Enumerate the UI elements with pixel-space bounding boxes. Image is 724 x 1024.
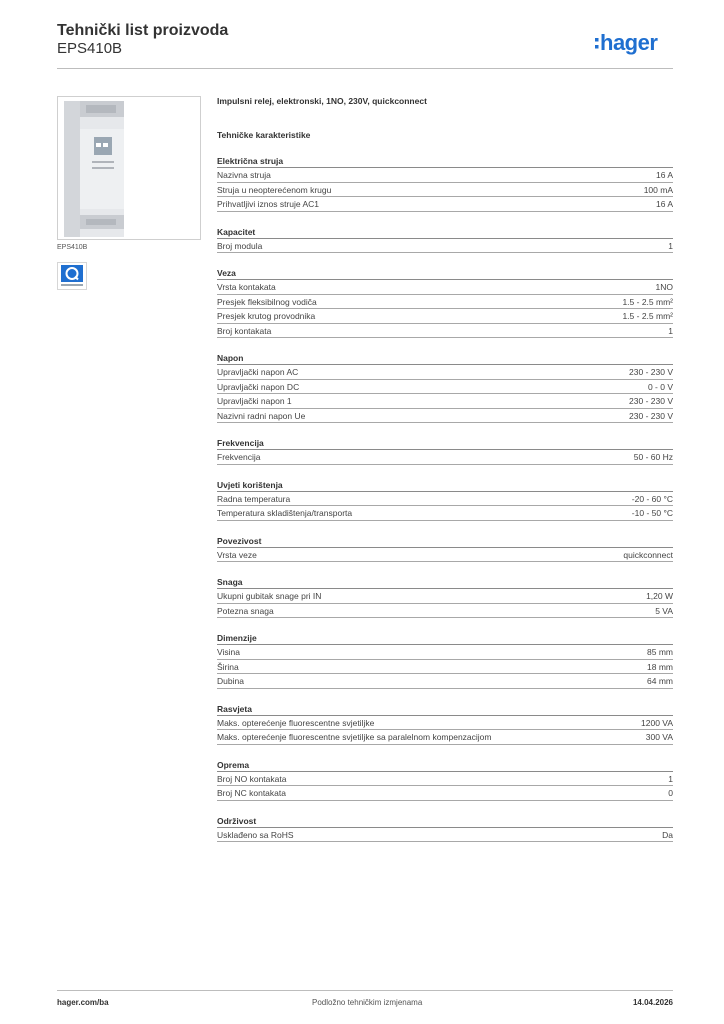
- spec-section: [217, 577, 673, 618]
- spec-value: Da: [662, 829, 673, 840]
- spec-value: quickconnect: [623, 549, 673, 560]
- spec-value: 0: [668, 788, 673, 798]
- spec-row: [217, 239, 673, 254]
- svg-text:hager: hager: [600, 30, 658, 55]
- spec-value: 1: [668, 240, 673, 251]
- spec-label: Nazivna struja: [217, 170, 271, 180]
- section-title: Frekvencija: [217, 438, 673, 450]
- spec-label: Upravljački napon AC: [217, 367, 299, 377]
- spec-label: Struja u neopterećenom krugu: [217, 184, 332, 195]
- spec-row: [217, 450, 673, 465]
- spec-row: [217, 660, 673, 675]
- spec-value: 1,20 W: [646, 591, 673, 601]
- footer-divider: [57, 990, 673, 991]
- spec-row: [217, 716, 673, 731]
- product-title: Impulsni relej, elektronski, 1NO, 230V, quickconnect: [217, 96, 427, 106]
- spec-row: [217, 772, 673, 787]
- spec-value: 85 mm: [647, 647, 673, 657]
- section-title: Dimenzije: [217, 633, 673, 645]
- spec-label: Upravljački napon DC: [217, 381, 300, 392]
- spec-label: Nazivni radni napon Ue: [217, 410, 306, 421]
- product-image-caption: EPS410B: [57, 244, 88, 251]
- spec-row: [217, 309, 673, 324]
- spec-label: Broj NO kontakata: [217, 773, 287, 784]
- spec-label: Vrsta veze: [217, 549, 257, 560]
- spec-label: Širina: [217, 661, 239, 672]
- spec-value: 16 A: [655, 170, 673, 180]
- spec-label: Maks. opterećenje fluorescentne svjetiljke: [217, 717, 375, 728]
- spec-section: [217, 633, 673, 689]
- section-title: Povezivost: [217, 536, 673, 548]
- spec-row: [217, 645, 673, 660]
- spec-label: Upravljački napon 1: [217, 396, 292, 406]
- characteristics-heading: Tehničke karakteristike: [217, 130, 311, 140]
- spec-label: Ukupni gubitak snage pri IN: [217, 591, 322, 601]
- spec-label: Usklađeno sa RoHS: [217, 829, 294, 840]
- spec-label: Dubina: [217, 676, 244, 686]
- spec-row: [217, 589, 673, 604]
- section-title: Uvjeti korištenja: [217, 480, 673, 492]
- spec-section: [217, 353, 673, 423]
- spec-value: 1.5 - 2.5 mm²: [622, 296, 673, 307]
- section-title: Snaga: [217, 577, 673, 589]
- spec-value: -10 - 50 °C: [631, 508, 673, 518]
- spec-row: [217, 506, 673, 521]
- spec-row: [217, 324, 673, 339]
- spec-label: Radna temperatura: [217, 493, 291, 504]
- spec-section: [217, 760, 673, 801]
- spec-row: [217, 492, 673, 507]
- product-image: [57, 96, 201, 240]
- spec-sections: [217, 156, 673, 842]
- spec-row: [217, 280, 673, 295]
- section-title: Održivost: [217, 816, 673, 828]
- spec-row: [217, 828, 673, 843]
- footer-website: hager.com/ba: [57, 998, 109, 1007]
- spec-label: Broj modula: [217, 240, 263, 251]
- spec-value: 1: [668, 773, 673, 784]
- spec-row: [217, 365, 673, 380]
- spec-value: 64 mm: [647, 676, 673, 686]
- spec-value: 1200 VA: [641, 717, 673, 728]
- spec-value: 230 - 230 V: [629, 396, 673, 406]
- hager-logo: [594, 28, 674, 58]
- spec-value: 1.5 - 2.5 mm²: [622, 311, 673, 321]
- spec-value: 0 - 0 V: [647, 381, 673, 392]
- spec-value: 300 VA: [645, 732, 673, 742]
- product-code: EPS410B: [57, 40, 123, 57]
- spec-value: 1NO: [655, 282, 673, 292]
- section-title: Veza: [217, 268, 673, 280]
- spec-row: [217, 730, 673, 745]
- spec-row: [217, 183, 673, 198]
- spec-row: [217, 674, 673, 689]
- spec-section: [217, 704, 673, 745]
- quality-certificate-icon: [57, 262, 87, 290]
- spec-label: Presjek fleksibilnog vodiča: [217, 296, 317, 307]
- spec-value: 230 - 230 V: [629, 367, 673, 377]
- spec-row: [217, 409, 673, 424]
- spec-value: 16 A: [655, 199, 673, 209]
- spec-label: Visina: [217, 647, 240, 657]
- spec-value: 1: [668, 325, 673, 336]
- spec-label: Frekvencija: [217, 452, 261, 462]
- spec-row: [217, 295, 673, 310]
- spec-label: Broj kontakata: [217, 325, 272, 336]
- spec-label: Presjek krutog provodnika: [217, 311, 316, 321]
- spec-section: [217, 536, 673, 563]
- spec-section: [217, 227, 673, 254]
- spec-label: Vrsta kontakata: [217, 282, 276, 292]
- spec-row: [217, 168, 673, 183]
- document-title: Tehnički list proizvoda: [57, 22, 229, 39]
- section-title: Rasvjeta: [217, 704, 673, 716]
- spec-value: 100 mA: [643, 184, 673, 195]
- spec-row: [217, 380, 673, 395]
- spec-section: [217, 156, 673, 212]
- section-title: Električna struja: [217, 156, 673, 168]
- spec-section: [217, 816, 673, 843]
- spec-label: Maks. opterećenje fluorescentne svjetiljke sa paralelnom kompenzacijom: [217, 732, 492, 742]
- spec-label: Prihvatljivi iznos struje AC1: [217, 199, 320, 209]
- spec-label: Temperatura skladištenja/transporta: [217, 508, 353, 518]
- spec-section: [217, 268, 673, 338]
- header-divider: [57, 68, 673, 69]
- spec-row: [217, 548, 673, 563]
- spec-value: 50 - 60 Hz: [633, 452, 673, 462]
- specifications: [217, 95, 673, 842]
- spec-value: -20 - 60 °C: [631, 493, 673, 504]
- spec-row: [217, 604, 673, 619]
- section-title: Oprema: [217, 760, 673, 772]
- footer-note: Podložno tehničkim izmjenama: [312, 998, 423, 1007]
- spec-row: [217, 786, 673, 801]
- spec-row: [217, 394, 673, 409]
- spec-value: 18 mm: [647, 661, 673, 672]
- spec-value: 5 VA: [655, 605, 673, 616]
- section-title: Napon: [217, 353, 673, 365]
- spec-row: [217, 197, 673, 212]
- spec-value: 230 - 230 V: [629, 410, 673, 421]
- spec-section: [217, 480, 673, 521]
- spec-section: [217, 438, 673, 465]
- spec-label: Potezna snaga: [217, 605, 274, 616]
- section-title: Kapacitet: [217, 227, 673, 239]
- spec-label: Broj NC kontakata: [217, 788, 286, 798]
- footer-date: 14.04.2026: [632, 998, 673, 1007]
